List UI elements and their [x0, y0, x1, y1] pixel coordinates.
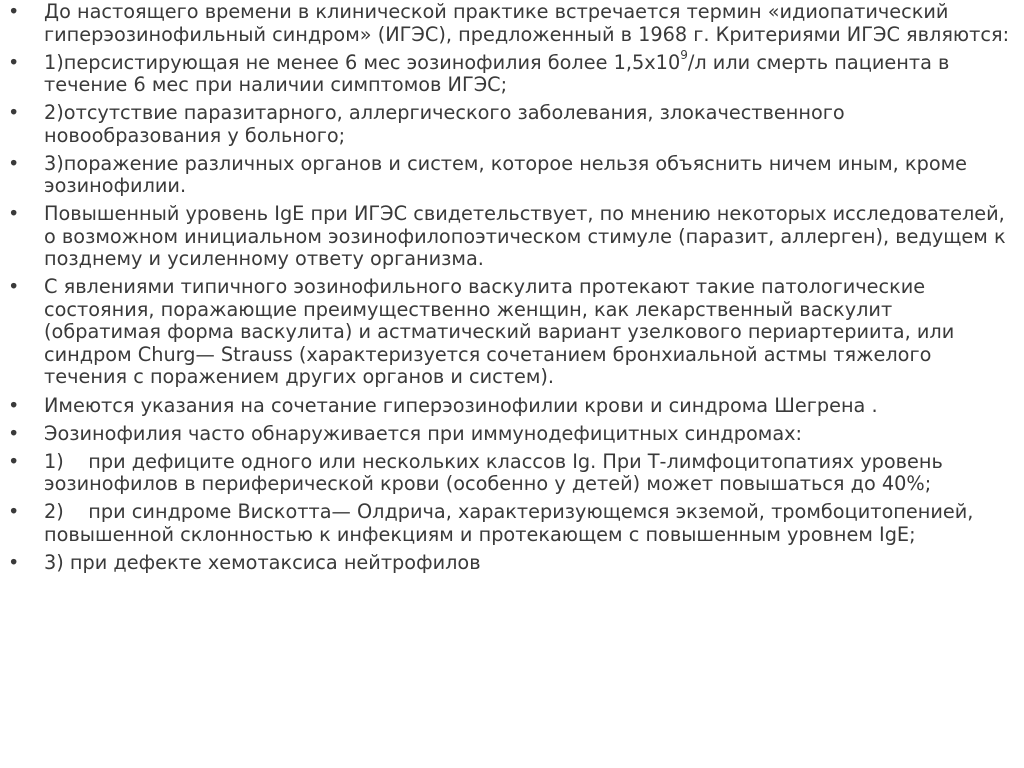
bullet-dot: •: [8, 202, 20, 226]
list-item: [8, 451, 1014, 496]
item-text: 2) при синдроме Вискотта— Олдрича, характеризующемся экземой, тромбоцитопенией, повышенной склонностью к инфекциям и протекающем с повышенным уровнем IgE;: [44, 500, 980, 546]
item-text: 3)поражение различных органов и систем, которое нельзя объяснить ничем иным, кроме эозинофилии.: [44, 151, 968, 198]
bullet-dot: •: [8, 421, 20, 445]
item-text: 3) при дефекте хемотаксиса нейтрофилов: [44, 550, 481, 574]
item-text-after: /л или смерть пациента в течение 6 мес при наличии симптомов ИГЭС;: [44, 50, 950, 97]
bullet-dot: •: [8, 393, 20, 417]
superscript-exponent: 9: [680, 48, 688, 63]
list-item: [8, 153, 1014, 198]
item-text: 2)отсутствие паразитарного, аллергического заболевания, злокачественного новообразования у больного;: [44, 101, 845, 147]
list-item: [8, 501, 1014, 546]
bullet-dot: •: [8, 500, 20, 524]
slide: [0, 1, 1024, 768]
item-text: С явлениями типичного эозинофильного васкулита протекают такие патологические состояния, поражающие преимущественно женщин, как лекарственный васкулит (обратимая форма васкулита) и астматический вариант узелкового периартериита, или синдром Churg— Strauss (характеризуется сочетанием бронхиальной астмы тяжелого течения с поражением других органов и систем).: [44, 275, 955, 389]
list-item: [8, 48, 1014, 97]
item-text: Эозинофилия часто обнаруживается при иммунодефицитных синдромах:: [44, 421, 803, 445]
bullet-dot: •: [8, 50, 20, 74]
list-item: [8, 1, 1014, 46]
bullet-dot: •: [8, 151, 20, 175]
bullet-dot: •: [8, 550, 20, 574]
item-text: 1) при дефиците одного или нескольких классов Ig. При Т-лимфоцитопатиях уровень эозинофилов в периферической крови (особенно у детей) может повышаться до 40%;: [44, 449, 949, 496]
bullet-dot: •: [8, 275, 20, 299]
item-text-before: 1)персистирующая не менее 6 мес эозинофилия более 1,5х10: [44, 50, 681, 74]
bullet-dot: •: [8, 449, 20, 473]
list-item: [8, 276, 1014, 389]
item-text: Повышенный уровень IgE при ИГЭС свидетельствует, по мнению некоторых исследователей, о возможном инициальном эозинофилопоэтическом стимуле (паразит, аллерген), ведущем к позднему и усиленному ответу организма.: [44, 202, 1006, 271]
bullet-dot: •: [8, 101, 20, 125]
list-item: [8, 423, 1014, 446]
bullet-dot: •: [8, 0, 20, 23]
item-text: Имеются указания на сочетание гиперэозинофилии крови и синдрома Шегрена .: [44, 393, 878, 417]
item-text: [44, 48, 1014, 97]
item-text: До настоящего времени в клинической практике встречается термин «идиопатический гиперэозинофильный синдром» (ИГЭС), предложенный в 1968 г. Критериями ИГЭС являются:: [44, 0, 1010, 46]
bullet-list: [8, 1, 1014, 574]
list-item: [8, 552, 1014, 575]
list-item: [8, 395, 1014, 418]
list-item: [8, 102, 1014, 147]
list-item: [8, 203, 1014, 271]
